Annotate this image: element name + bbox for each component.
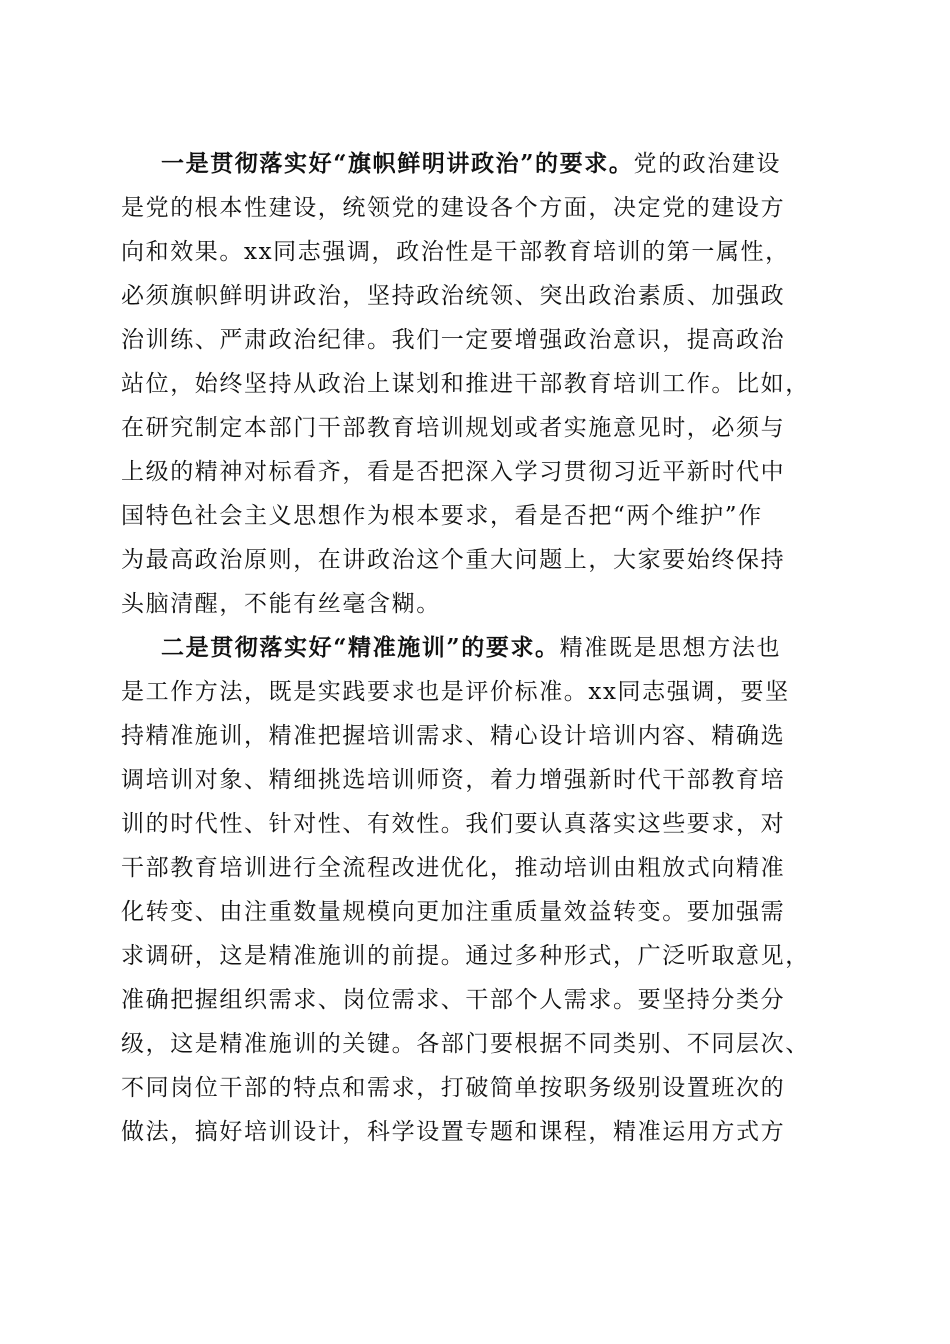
paragraph-2-line-8: 求调研，这是精准施训的前提。通过多种形式，广泛听取意见， — [121, 943, 810, 969]
paragraph-1-line-2: 是党的根本性建设，统领党的建设各个方面，决定党的建设方 — [121, 195, 786, 221]
paragraph-1-line-3: 向和效果。xx同志强调，政治性是干部教育培训的第一属性， — [121, 239, 790, 265]
paragraph-1-line-1 — [121, 142, 833, 186]
paragraph-1-line-9: 国特色社会主义思想作为根本要求，看是否把“两个维护”作 — [121, 503, 763, 529]
paragraph-1-line-4: 必须旗帜鲜明讲政治，坚持政治统领、突出政治素质、加强政 — [121, 283, 786, 309]
paragraph-1-line-11: 头脑清醒，不能有丝毫含糊。 — [121, 591, 441, 617]
paragraph-1-line-7: 在研究制定本部门干部教育培训规划或者实施意见时，必须与 — [121, 415, 786, 441]
paragraph-1-line-10: 为最高政治原则，在讲政治这个重大问题上，大家要始终保持 — [121, 547, 786, 573]
paragraph-2-line-7: 化转变、由注重数量规模向更加注重质量效益转变。要加强需 — [121, 899, 786, 925]
paragraph-2-text: 精准既是思想方法也 — [559, 635, 782, 661]
paragraph-2-line-1 — [121, 626, 833, 670]
paragraph-2-line-9: 准确把握组织需求、岗位需求、干部个人需求。要坚持分类分 — [121, 987, 786, 1013]
paragraph-2-line-12: 做法，搞好培训设计，科学设置专题和课程，精准运用方式方 — [121, 1119, 786, 1145]
paragraph-2-line-6: 干部教育培训进行全流程改进优化，推动培训由粗放式向精准 — [121, 855, 786, 881]
paragraph-2-line-2: 是工作方法，既是实践要求也是评价标准。xx同志强调，要坚 — [121, 679, 790, 705]
paragraph-2-lead: 二是贯彻落实好“精准施训”的要求。 — [161, 634, 560, 661]
paragraph-2-line-11: 不同岗位干部的特点和需求，打破简单按职务级别设置班次的 — [121, 1075, 786, 1101]
paragraph-1-lead: 一是贯彻落实好“旗帜鲜明讲政治”的要求。 — [161, 150, 634, 177]
paragraph-2-line-10: 级，这是精准施训的关键。各部门要根据不同类别、不同层次、 — [121, 1031, 810, 1057]
paragraph-1-line-8: 上级的精神对标看齐，看是否把深入学习贯彻习近平新时代中 — [121, 459, 786, 485]
paragraph-2-line-3: 持精准施训，精准把握培训需求、精心设计培训内容、精确选 — [121, 723, 786, 749]
paragraph-2-line-4: 调培训对象、精细挑选培训师资，着力增强新时代干部教育培 — [121, 767, 786, 793]
paragraph-2-line-5: 训的时代性、针对性、有效性。我们要认真落实这些要求，对 — [121, 811, 786, 837]
paragraph-1-line-5: 治训练、严肃政治纪律。我们一定要增强政治意识，提高政治 — [121, 327, 786, 353]
paragraph-1-text: 党的政治建设 — [633, 151, 782, 177]
paragraph-1-line-6: 站位，始终坚持从政治上谋划和推进干部教育培训工作。比如， — [121, 371, 810, 397]
